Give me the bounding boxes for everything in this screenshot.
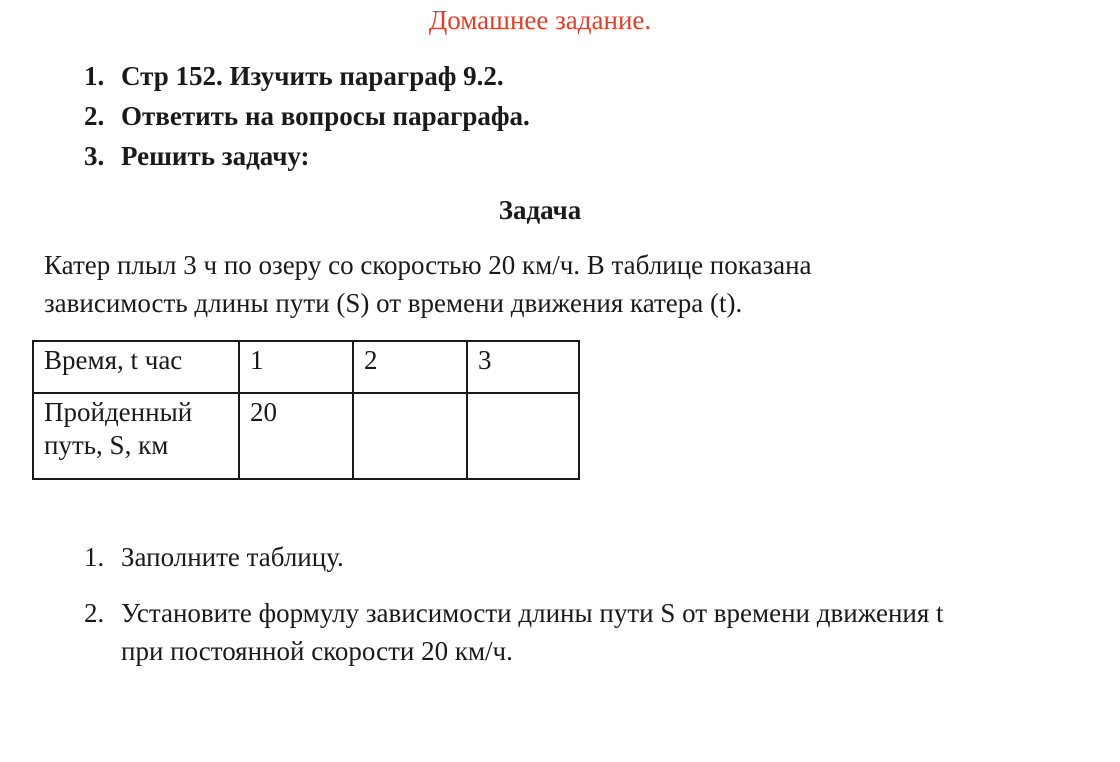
list-number: 2. (84, 598, 105, 628)
table-cell-empty (467, 393, 579, 479)
list-number: 3. (84, 141, 105, 171)
homework-item (84, 136, 530, 176)
table-cell-distance-header: Пройденный путь, S, км (33, 393, 239, 479)
table-cell: 2 (353, 341, 467, 393)
homework-item-text: Ответить на вопросы параграфа. (121, 101, 530, 131)
question-text (121, 594, 944, 670)
list-number: 1. (84, 61, 105, 91)
task-description (44, 246, 1044, 322)
list-number: 2. (84, 101, 105, 131)
question-item (84, 594, 944, 670)
question-line: Заполните таблицу. (121, 542, 344, 572)
question-item (84, 538, 944, 576)
homework-item-text: Стр 152. Изучить параграф 9.2. (121, 61, 504, 91)
task-line: Катер плыл 3 ч по озеру со скоростью 20 км/ч. В таблице показана (44, 250, 812, 280)
question-list (84, 538, 944, 688)
list-number: 1. (84, 542, 105, 572)
task-heading: Задача (498, 195, 582, 225)
question-text (121, 538, 344, 576)
table-row (33, 341, 579, 393)
homework-item (84, 96, 530, 136)
question-line: Установите формулу зависимости длины пути S от времени движения t (121, 598, 944, 628)
homework-list (84, 56, 530, 176)
document-title: Домашнее задание. (428, 5, 652, 35)
table-cell: 1 (239, 341, 353, 393)
time-distance-table (32, 340, 580, 480)
table-cell-empty (353, 393, 467, 479)
table-cell: 20 (239, 393, 353, 479)
homework-item (84, 56, 530, 96)
homework-item-text: Решить задачу: (121, 141, 310, 171)
table-cell: 3 (467, 341, 579, 393)
question-line: при постоянной скорости 20 км/ч. (121, 636, 513, 666)
table-row (33, 393, 579, 479)
task-line: зависимость длины пути (S) от времени движения катера (t). (44, 288, 743, 318)
table-cell-time-header: Время, t час (33, 341, 239, 393)
